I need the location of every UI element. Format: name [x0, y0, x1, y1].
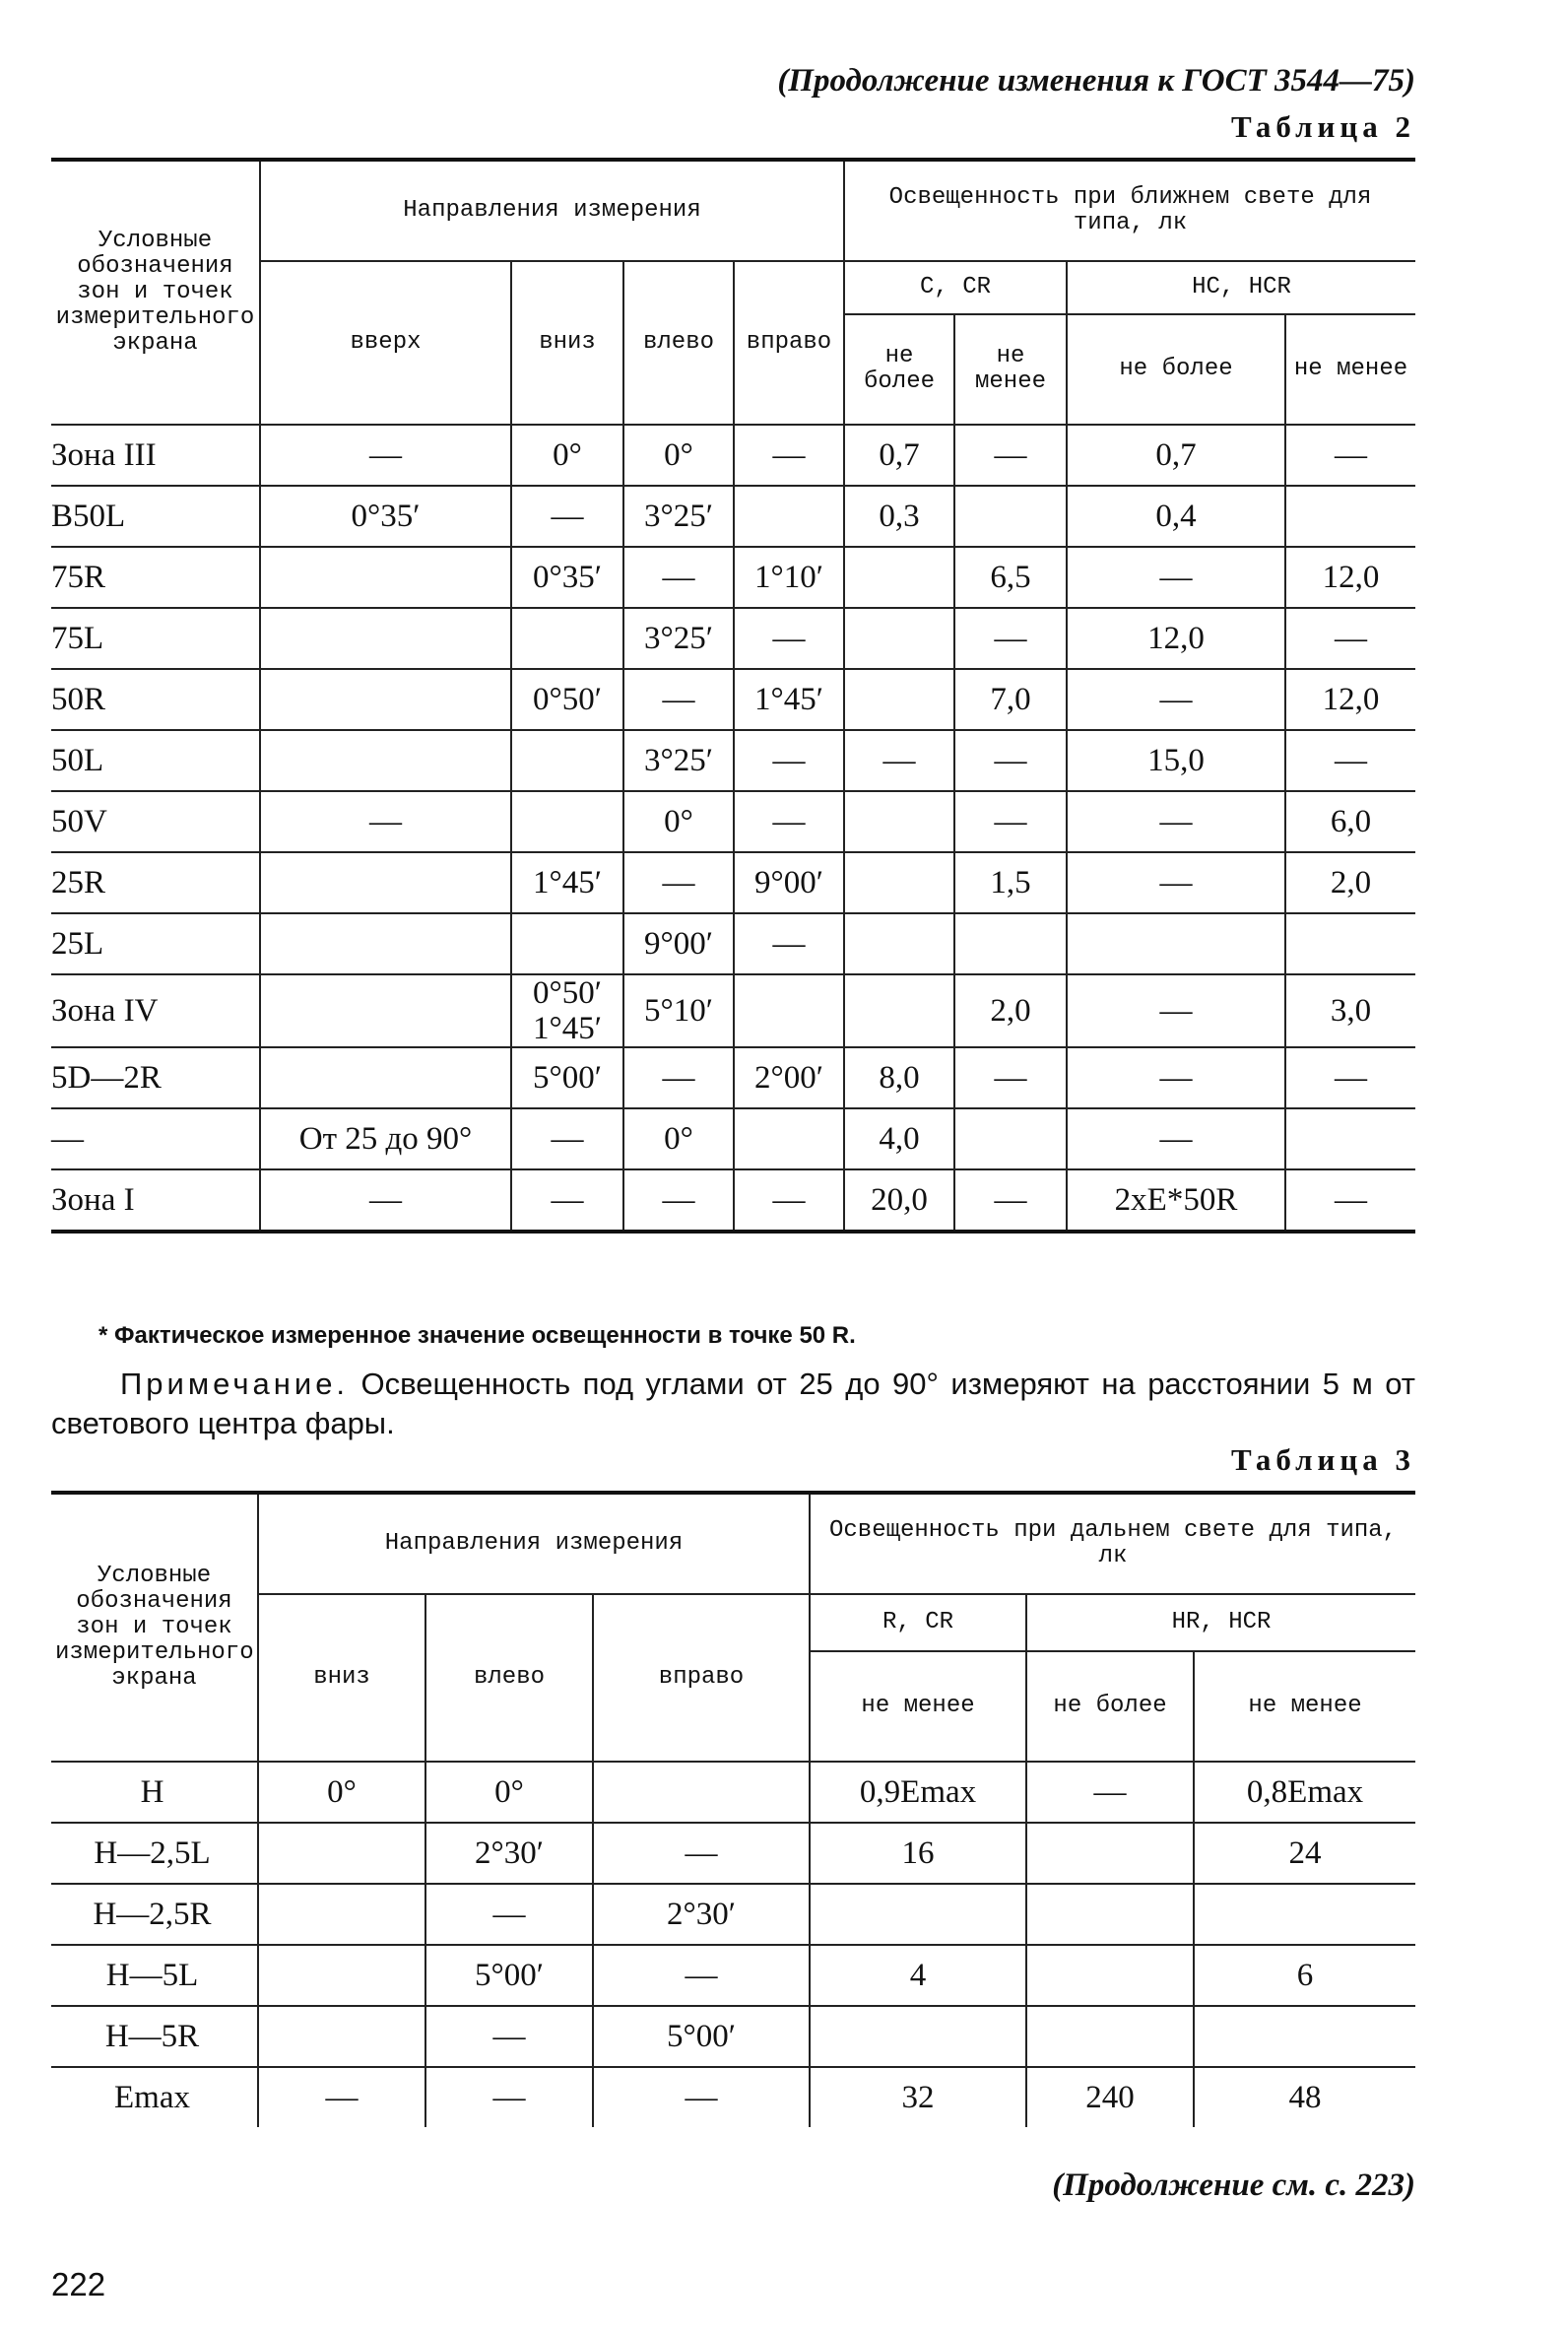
t3-limit-hr-max: не более: [1026, 1651, 1194, 1762]
t2-cell-down: 0°50′ 1°45′: [511, 974, 623, 1047]
table-2: [51, 158, 1415, 1234]
t2-cell-up: —: [260, 425, 511, 486]
t2-cell-left: 3°25′: [623, 486, 734, 547]
t2-cell-up: От 25 до 90°: [260, 1108, 511, 1169]
table-row: [51, 486, 1415, 547]
t2-cell-down: [511, 730, 623, 791]
t3-cell-right: 5°00′: [593, 2006, 810, 2067]
t2-cell-hc-min: [1285, 1108, 1415, 1169]
t2-cell-c-max: 4,0: [844, 1108, 954, 1169]
t3-zone-header: Условные обозначения зон и точек измерительного экрана: [51, 1493, 258, 1762]
t2-cell-left: 3°25′: [623, 730, 734, 791]
t3-cell-hr-max: [1026, 1823, 1194, 1884]
t3-cell-r-min: 4: [810, 1945, 1026, 2006]
t2-cell-hc-min: —: [1285, 1047, 1415, 1108]
t2-cell-c-min: [954, 486, 1067, 547]
table-row: [51, 2067, 1415, 2127]
table-row: [51, 1823, 1415, 1884]
t2-cell-c-min: 1,5: [954, 852, 1067, 913]
t2-illuminance-header: Освещенность при ближнем свете для типа, лк: [844, 160, 1415, 261]
t2-cell-hc-min: 2,0: [1285, 852, 1415, 913]
t3-cell-down: [258, 2006, 425, 2067]
t2-cell-c-min: 7,0: [954, 669, 1067, 730]
t3-cell-right: —: [593, 1945, 810, 2006]
t2-limit-c-min: не менее: [954, 314, 1067, 425]
table-row: [51, 1169, 1415, 1232]
t2-cell-c-min: [954, 913, 1067, 974]
table-2-caption: Таблица 2: [1231, 109, 1415, 144]
table-3-caption: Таблица 3: [1231, 1442, 1415, 1477]
t2-cell-down: [511, 608, 623, 669]
table-row: [51, 791, 1415, 852]
table-row: [51, 669, 1415, 730]
table-row: [51, 547, 1415, 608]
t3-cell-right: 2°30′: [593, 1884, 810, 1945]
t2-cell-left: —: [623, 547, 734, 608]
t2-cell-hc-max: —: [1067, 1108, 1285, 1169]
t3-dir-left: влево: [425, 1594, 593, 1762]
t2-dir-up: вверх: [260, 261, 511, 425]
t2-cell-zone: B50L: [51, 486, 260, 547]
t2-cell-c-min: —: [954, 791, 1067, 852]
t2-cell-up: [260, 1047, 511, 1108]
t2-cell-c-min: —: [954, 1047, 1067, 1108]
t3-limit-hr-min: не менее: [1194, 1651, 1415, 1762]
t2-cell-c-max: 20,0: [844, 1169, 954, 1232]
t2-cell-down: —: [511, 1108, 623, 1169]
t2-cell-right: 1°10′: [734, 547, 844, 608]
t3-cell-down: [258, 1823, 425, 1884]
t3-cell-right: [593, 1762, 810, 1823]
t3-cell-zone: H: [51, 1762, 258, 1823]
t3-cell-hr-max: [1026, 2006, 1194, 2067]
t2-cell-up: [260, 974, 511, 1047]
table-row: [51, 974, 1415, 1047]
t2-cell-left: 0°: [623, 425, 734, 486]
t3-cell-left: —: [425, 1884, 593, 1945]
t3-cell-left: —: [425, 2006, 593, 2067]
t2-cell-hc-max: —: [1067, 852, 1285, 913]
t2-cell-c-min: —: [954, 730, 1067, 791]
t2-cell-left: —: [623, 1169, 734, 1232]
t2-cell-down: 5°00′: [511, 1047, 623, 1108]
t2-cell-hc-min: —: [1285, 608, 1415, 669]
t2-cell-hc-min: 3,0: [1285, 974, 1415, 1047]
table-row: [51, 1762, 1415, 1823]
table-row: [51, 1945, 1415, 2006]
t3-cell-zone: H—2,5R: [51, 1884, 258, 1945]
t2-limit-c-max: не более: [844, 314, 954, 425]
t2-cell-left: 3°25′: [623, 608, 734, 669]
t2-cell-c-max: 8,0: [844, 1047, 954, 1108]
t2-cell-up: [260, 730, 511, 791]
t2-cell-down: [511, 913, 623, 974]
t2-cell-right: —: [734, 730, 844, 791]
continuation-header: (Продолжение изменения к ГОСТ 3544—75): [777, 63, 1415, 99]
t2-cell-right: —: [734, 1169, 844, 1232]
t2-type-hc: НС, НСR: [1067, 261, 1415, 314]
t2-cell-hc-max: 12,0: [1067, 608, 1285, 669]
t2-cell-left: 5°10′: [623, 974, 734, 1047]
t2-cell-hc-min: [1285, 913, 1415, 974]
t2-dir-right: вправо: [734, 261, 844, 425]
t2-cell-up: [260, 669, 511, 730]
t3-cell-down: 0°: [258, 1762, 425, 1823]
page-number: 222: [51, 2266, 106, 2302]
t3-cell-zone: H—5L: [51, 1945, 258, 2006]
t2-cell-hc-min: —: [1285, 1169, 1415, 1232]
t2-cell-hc-max: 0,7: [1067, 425, 1285, 486]
t2-cell-zone: Зона III: [51, 425, 260, 486]
t3-cell-hr-min: [1194, 2006, 1415, 2067]
t3-cell-hr-max: 240: [1026, 2067, 1194, 2127]
t2-cell-hc-min: —: [1285, 730, 1415, 791]
t2-cell-c-min: —: [954, 1169, 1067, 1232]
t2-cell-c-max: —: [844, 730, 954, 791]
t3-cell-hr-min: 24: [1194, 1823, 1415, 1884]
t2-cell-hc-max: —: [1067, 547, 1285, 608]
table-row: [51, 852, 1415, 913]
t2-cell-zone: —: [51, 1108, 260, 1169]
t2-cell-up: 0°35′: [260, 486, 511, 547]
table-row: [51, 425, 1415, 486]
t3-cell-down: —: [258, 2067, 425, 2127]
table-2-footnote: * Фактическое измеренное значение освещенности в точке 50 R.: [98, 1322, 856, 1349]
table-row: [51, 1108, 1415, 1169]
t3-cell-r-min: [810, 2006, 1026, 2067]
t2-cell-left: 9°00′: [623, 913, 734, 974]
t3-cell-hr-min: 0,8Emax: [1194, 1762, 1415, 1823]
t2-cell-hc-max: —: [1067, 669, 1285, 730]
t2-dir-left: влево: [623, 261, 734, 425]
t2-cell-zone: Зона I: [51, 1169, 260, 1232]
t2-cell-zone: 50V: [51, 791, 260, 852]
t2-cell-c-max: [844, 669, 954, 730]
note-paragraph: [51, 1365, 1415, 1443]
t3-cell-zone: Emax: [114, 2080, 190, 2115]
t3-cell-r-min: 0,9Emax: [810, 1762, 1026, 1823]
t3-cell-zone: H—5R: [51, 2006, 258, 2067]
t3-illuminance-header: Освещенность при дальнем свете для типа, лк: [810, 1493, 1415, 1594]
t3-cell-down: [258, 1884, 425, 1945]
t2-cell-hc-max: 2xE*50R: [1067, 1169, 1285, 1232]
t2-cell-c-min: —: [954, 608, 1067, 669]
t2-cell-zone: 25R: [51, 852, 260, 913]
t2-cell-zone: 75R: [51, 547, 260, 608]
t2-limit-hc-min: не менее: [1285, 314, 1415, 425]
t2-cell-c-max: [844, 547, 954, 608]
table-row: [51, 2006, 1415, 2067]
t2-cell-down: 0°35′: [511, 547, 623, 608]
t3-cell-hr-max: —: [1026, 1762, 1194, 1823]
t2-cell-right: —: [734, 913, 844, 974]
t2-limit-hc-max: не более: [1067, 314, 1285, 425]
table-3: [51, 1491, 1415, 2127]
t2-cell-hc-max: 15,0: [1067, 730, 1285, 791]
t2-cell-c-max: [844, 608, 954, 669]
table-row: [51, 1047, 1415, 1108]
t2-cell-hc-min: [1285, 486, 1415, 547]
t3-cell-left: 0°: [425, 1762, 593, 1823]
t2-cell-down: —: [511, 486, 623, 547]
t2-cell-left: —: [623, 852, 734, 913]
t3-cell-r-min: 16: [810, 1823, 1026, 1884]
continued-note: (Продолжение см. с. 223): [1052, 2167, 1415, 2203]
t2-cell-left: —: [623, 669, 734, 730]
t2-cell-down: 0°: [511, 425, 623, 486]
t3-cell-hr-max: [1026, 1945, 1194, 2006]
t2-type-c: С, СR: [844, 261, 1067, 314]
t3-cell-hr-min: 48: [1194, 2067, 1415, 2127]
t3-cell-zone: H—2,5L: [51, 1823, 258, 1884]
t2-cell-zone: 50R: [51, 669, 260, 730]
t2-cell-up: [260, 608, 511, 669]
t2-cell-hc-max: —: [1067, 791, 1285, 852]
t3-cell-hr-min: 6: [1194, 1945, 1415, 2006]
t2-cell-c-max: [844, 852, 954, 913]
t2-cell-zone: Зона IV: [51, 974, 260, 1047]
t2-cell-c-min: —: [954, 425, 1067, 486]
t2-cell-zone: 5D—2R: [51, 1047, 260, 1108]
t2-cell-up: [260, 913, 511, 974]
t3-limit-r-min: не менее: [810, 1651, 1026, 1762]
t2-cell-c-min: 2,0: [954, 974, 1067, 1047]
t2-cell-hc-min: 12,0: [1285, 669, 1415, 730]
t2-cell-c-max: 0,7: [844, 425, 954, 486]
t3-cell-hr-min: [1194, 1884, 1415, 1945]
t2-cell-hc-max: —: [1067, 1047, 1285, 1108]
t3-type-hr: HR, HCR: [1026, 1594, 1415, 1651]
t2-cell-up: —: [260, 1169, 511, 1232]
t3-type-r: R, CR: [810, 1594, 1026, 1651]
t3-cell-right: —: [593, 1823, 810, 1884]
t2-directions-header: Направления измерения: [260, 160, 844, 261]
t2-cell-right: 1°45′: [734, 669, 844, 730]
t2-cell-left: 0°: [623, 1108, 734, 1169]
t2-cell-zone: 75L: [51, 608, 260, 669]
t2-cell-zone: 50L: [51, 730, 260, 791]
t2-cell-zone: 25L: [51, 913, 260, 974]
t3-cell-left: 5°00′: [425, 1945, 593, 2006]
t2-cell-down: [511, 791, 623, 852]
t3-cell-right: —: [593, 2067, 810, 2127]
t2-cell-right: [734, 486, 844, 547]
t2-cell-hc-max: —: [1067, 974, 1285, 1047]
t2-cell-hc-min: 6,0: [1285, 791, 1415, 852]
t2-cell-c-min: [954, 1108, 1067, 1169]
t2-cell-c-min: 6,5: [954, 547, 1067, 608]
t2-cell-c-max: [844, 913, 954, 974]
t2-cell-left: 0°: [623, 791, 734, 852]
table-row: [51, 1884, 1415, 1945]
t2-cell-up: [260, 852, 511, 913]
t2-cell-right: [734, 974, 844, 1047]
t2-cell-c-max: [844, 791, 954, 852]
t2-cell-hc-min: 12,0: [1285, 547, 1415, 608]
t2-cell-hc-max: [1067, 913, 1285, 974]
t2-cell-down: 0°50′: [511, 669, 623, 730]
t3-directions-header: Направления измерения: [258, 1493, 810, 1594]
t2-cell-right: —: [734, 608, 844, 669]
t3-cell-hr-max: [1026, 1884, 1194, 1945]
t2-cell-right: 2°00′: [734, 1047, 844, 1108]
table-row: [51, 913, 1415, 974]
table-row: [51, 730, 1415, 791]
t3-cell-r-min: 32: [810, 2067, 1026, 2127]
table-row: [51, 608, 1415, 669]
t3-cell-down: [258, 1945, 425, 2006]
t2-cell-down: 1°45′: [511, 852, 623, 913]
note-text: Освещенность под углами от 25 до 90° измеряют на расстоянии 5 м от светового центра фары.: [51, 1367, 1415, 1440]
t2-cell-up: [260, 547, 511, 608]
t2-zone-header: Условные обозначения зон и точек измерительного экрана: [51, 160, 260, 425]
t2-cell-hc-max: 0,4: [1067, 486, 1285, 547]
t2-dir-down: вниз: [511, 261, 623, 425]
t3-cell-left: —: [425, 2067, 593, 2127]
t2-cell-right: —: [734, 791, 844, 852]
t2-cell-hc-min: —: [1285, 425, 1415, 486]
t3-dir-right: вправо: [593, 1594, 810, 1762]
t3-dir-down: вниз: [258, 1594, 425, 1762]
t2-cell-right: 9°00′: [734, 852, 844, 913]
t3-cell-r-min: [810, 1884, 1026, 1945]
note-lead: Примечание.: [120, 1367, 350, 1401]
t2-cell-c-max: 0,3: [844, 486, 954, 547]
t3-cell-left: 2°30′: [425, 1823, 593, 1884]
t2-cell-c-max: [844, 974, 954, 1047]
t2-cell-left: —: [623, 1047, 734, 1108]
t2-cell-down: —: [511, 1169, 623, 1232]
t2-cell-right: —: [734, 425, 844, 486]
t2-cell-up: —: [260, 791, 511, 852]
t2-cell-right: [734, 1108, 844, 1169]
